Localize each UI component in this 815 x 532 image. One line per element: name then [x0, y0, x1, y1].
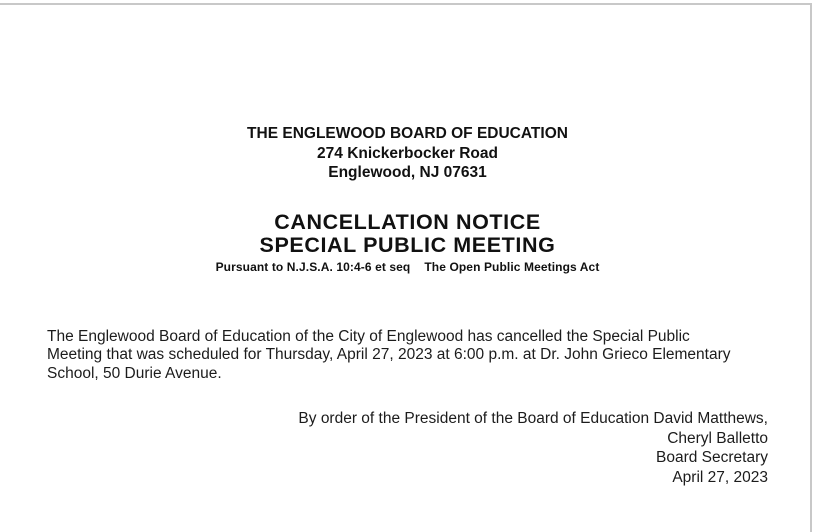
- secretary-name: Cheryl Balletto: [667, 429, 768, 447]
- address-line-1: 274 Knickerbocker Road: [317, 144, 498, 162]
- statute-act-name: The Open Public Meetings Act: [424, 260, 600, 274]
- address-line-2: Englewood, NJ 07631: [328, 164, 487, 181]
- letterhead: [0, 124, 815, 183]
- organization-name: THE ENGLEWOOD BOARD OF EDUCATION: [247, 125, 568, 142]
- notice-title-line-1: CANCELLATION NOTICE: [274, 210, 541, 234]
- statute-reference: Pursuant to N.J.S.A. 10:4-6 et seq: [215, 260, 411, 274]
- notice-title-line-2: SPECIAL PUBLIC MEETING: [259, 233, 556, 257]
- notice-date: April 27, 2023: [672, 468, 768, 486]
- body-line-1: The Englewood Board of Education of the City of Englewood has cancelled the Special Public: [47, 328, 690, 345]
- notice-title-block: [0, 211, 815, 274]
- body-paragraph: [47, 328, 731, 383]
- signature-block: [298, 409, 768, 487]
- secretary-title: Board Secretary: [656, 449, 768, 466]
- page-edge-top-line: [0, 3, 812, 5]
- by-order-line: By order of the President of the Board of Education David Matthews,: [298, 410, 768, 427]
- body-line-2: Meeting that was scheduled for Thursday, April 27, 2023 at 6:00 p.m. at Dr. John Grieco Elementary: [47, 346, 731, 364]
- statute-line: [0, 260, 815, 274]
- body-line-3: School, 50 Durie Avenue.: [47, 364, 222, 382]
